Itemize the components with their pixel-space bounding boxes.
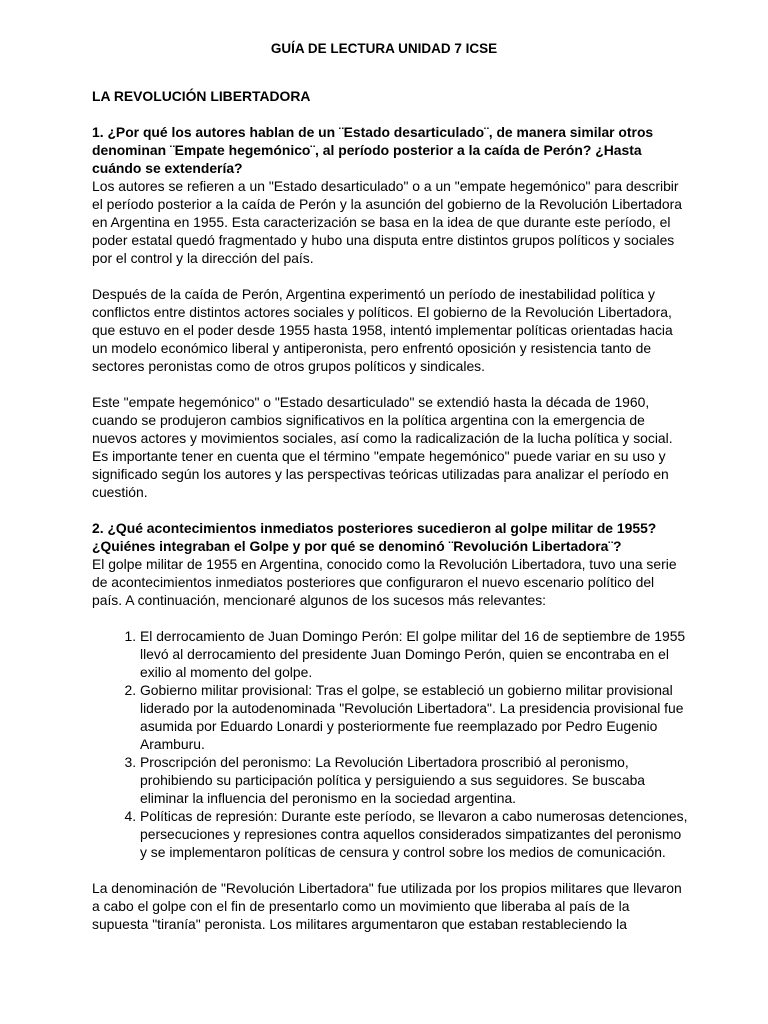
q1-paragraph: Después de la caída de Perón, Argentina experimentó un período de inestabilidad política y conflictos entre distintos actores sociales y políticos. El gobierno de la Revolución Libertadora, que estuvo en el poder desde 1955 hasta 1958, intentó implementar políticas orientadas hacia un modelo económico liberal y antiperonista, pero enfrentó oposición y resistencia tanto de sectores peronistas como de otros grupos políticos y sindicales. [92, 286, 673, 374]
q1-paragraph: Los autores se refieren a un "Estado desarticulado" o a un "empate hegemónico" para describir el período posterior a la caída de Perón y la asunción del gobierno de la Revolución Libertadora en Argentina en 1955. Esta caracterización se basa en la idea de que durante este período, el poder estatal quedó fragmentado y hubo una disputa entre distintos grupos políticos y sociales por el control y la dirección del país. [92, 178, 682, 266]
document-title: GUÍA DE LECTURA UNIDAD 7 ICSE [270, 41, 498, 56]
list-item: 3. Proscripción del peronismo: La Revolución Libertadora proscribió al peronismo, prohibiendo su participación política y persiguiendo a sus seguidores. Se buscaba eliminar la influencia del peronismo en la sociedad argentina. [140, 753, 688, 807]
question-1: 1. ¿Por qué los autores hablan de un ¨Estado desarticulado¨, de manera similar otros denominan ¨Empate hegemónico¨, al período posterior a la caída de Perón? ¿Hasta cuándo se extendería? [92, 124, 654, 176]
document-body [92, 87, 688, 951]
section-title: LA REVOLUCIÓN LIBERTADORA [92, 88, 311, 104]
question-2: 2. ¿Qué acontecimientos inmediatos posteriores sucedieron al golpe militar de 1955? ¿Quiénes integraban el Golpe y por qué se denominó ¨Revolución Libertadora¨? [92, 520, 657, 554]
events-list [92, 627, 688, 861]
list-item: 2. Gobierno militar provisional: Tras el golpe, se estableció un gobierno militar provisional liderado por la autodenominada "Revolución Libertadora". La presidencia provisional fue asumida por Eduardo Lonardi y posteriormente fue reemplazado por Pedro Eugenio Aramburu. [140, 681, 688, 753]
q1-paragraph: Este "empate hegemónico" o "Estado desarticulado" se extendió hasta la década de 1960, cuando se produjeron cambios significativos en la política argentina con la emergencia de nuevos actores y movimientos sociales, así como la radicalización de la lucha política y social. Es importante tener en cuenta que el término "empate hegemónico" puede variar en su uso y significado según los autores y las perspectivas teóricas utilizadas para analizar el período en cuestión. [92, 394, 673, 500]
q2-closing: La denominación de "Revolución Libertadora" fue utilizada por los propios militares que llevaron a cabo el golpe con el fin de presentarlo como un movimiento que liberaba al país de la supuesta "tiranía" peronista. Los militares argumentaron que estaban restableciendo la [92, 880, 682, 932]
list-item: 1. El derrocamiento de Juan Domingo Perón: El golpe militar del 16 de septiembre de 1955 llevó al derrocamiento del presidente Juan Domingo Perón, quien se encontraba en el exilio al momento del golpe. [140, 627, 688, 681]
q2-intro: El golpe militar de 1955 en Argentina, conocido como la Revolución Libertadora, tuvo una serie de acontecimientos inmediatos posteriores que configuraron el nuevo escenario político del país. A continuación, mencionaré algunos de los sucesos más relevantes: [92, 556, 677, 608]
list-item: 4. Políticas de represión: Durante este período, se llevaron a cabo numerosas detenciones, persecuciones y represiones contra aquellos considerados simpatizantes del peronismo y se implementaron políticas de censura y control sobre los medios de comunicación. [140, 807, 688, 861]
